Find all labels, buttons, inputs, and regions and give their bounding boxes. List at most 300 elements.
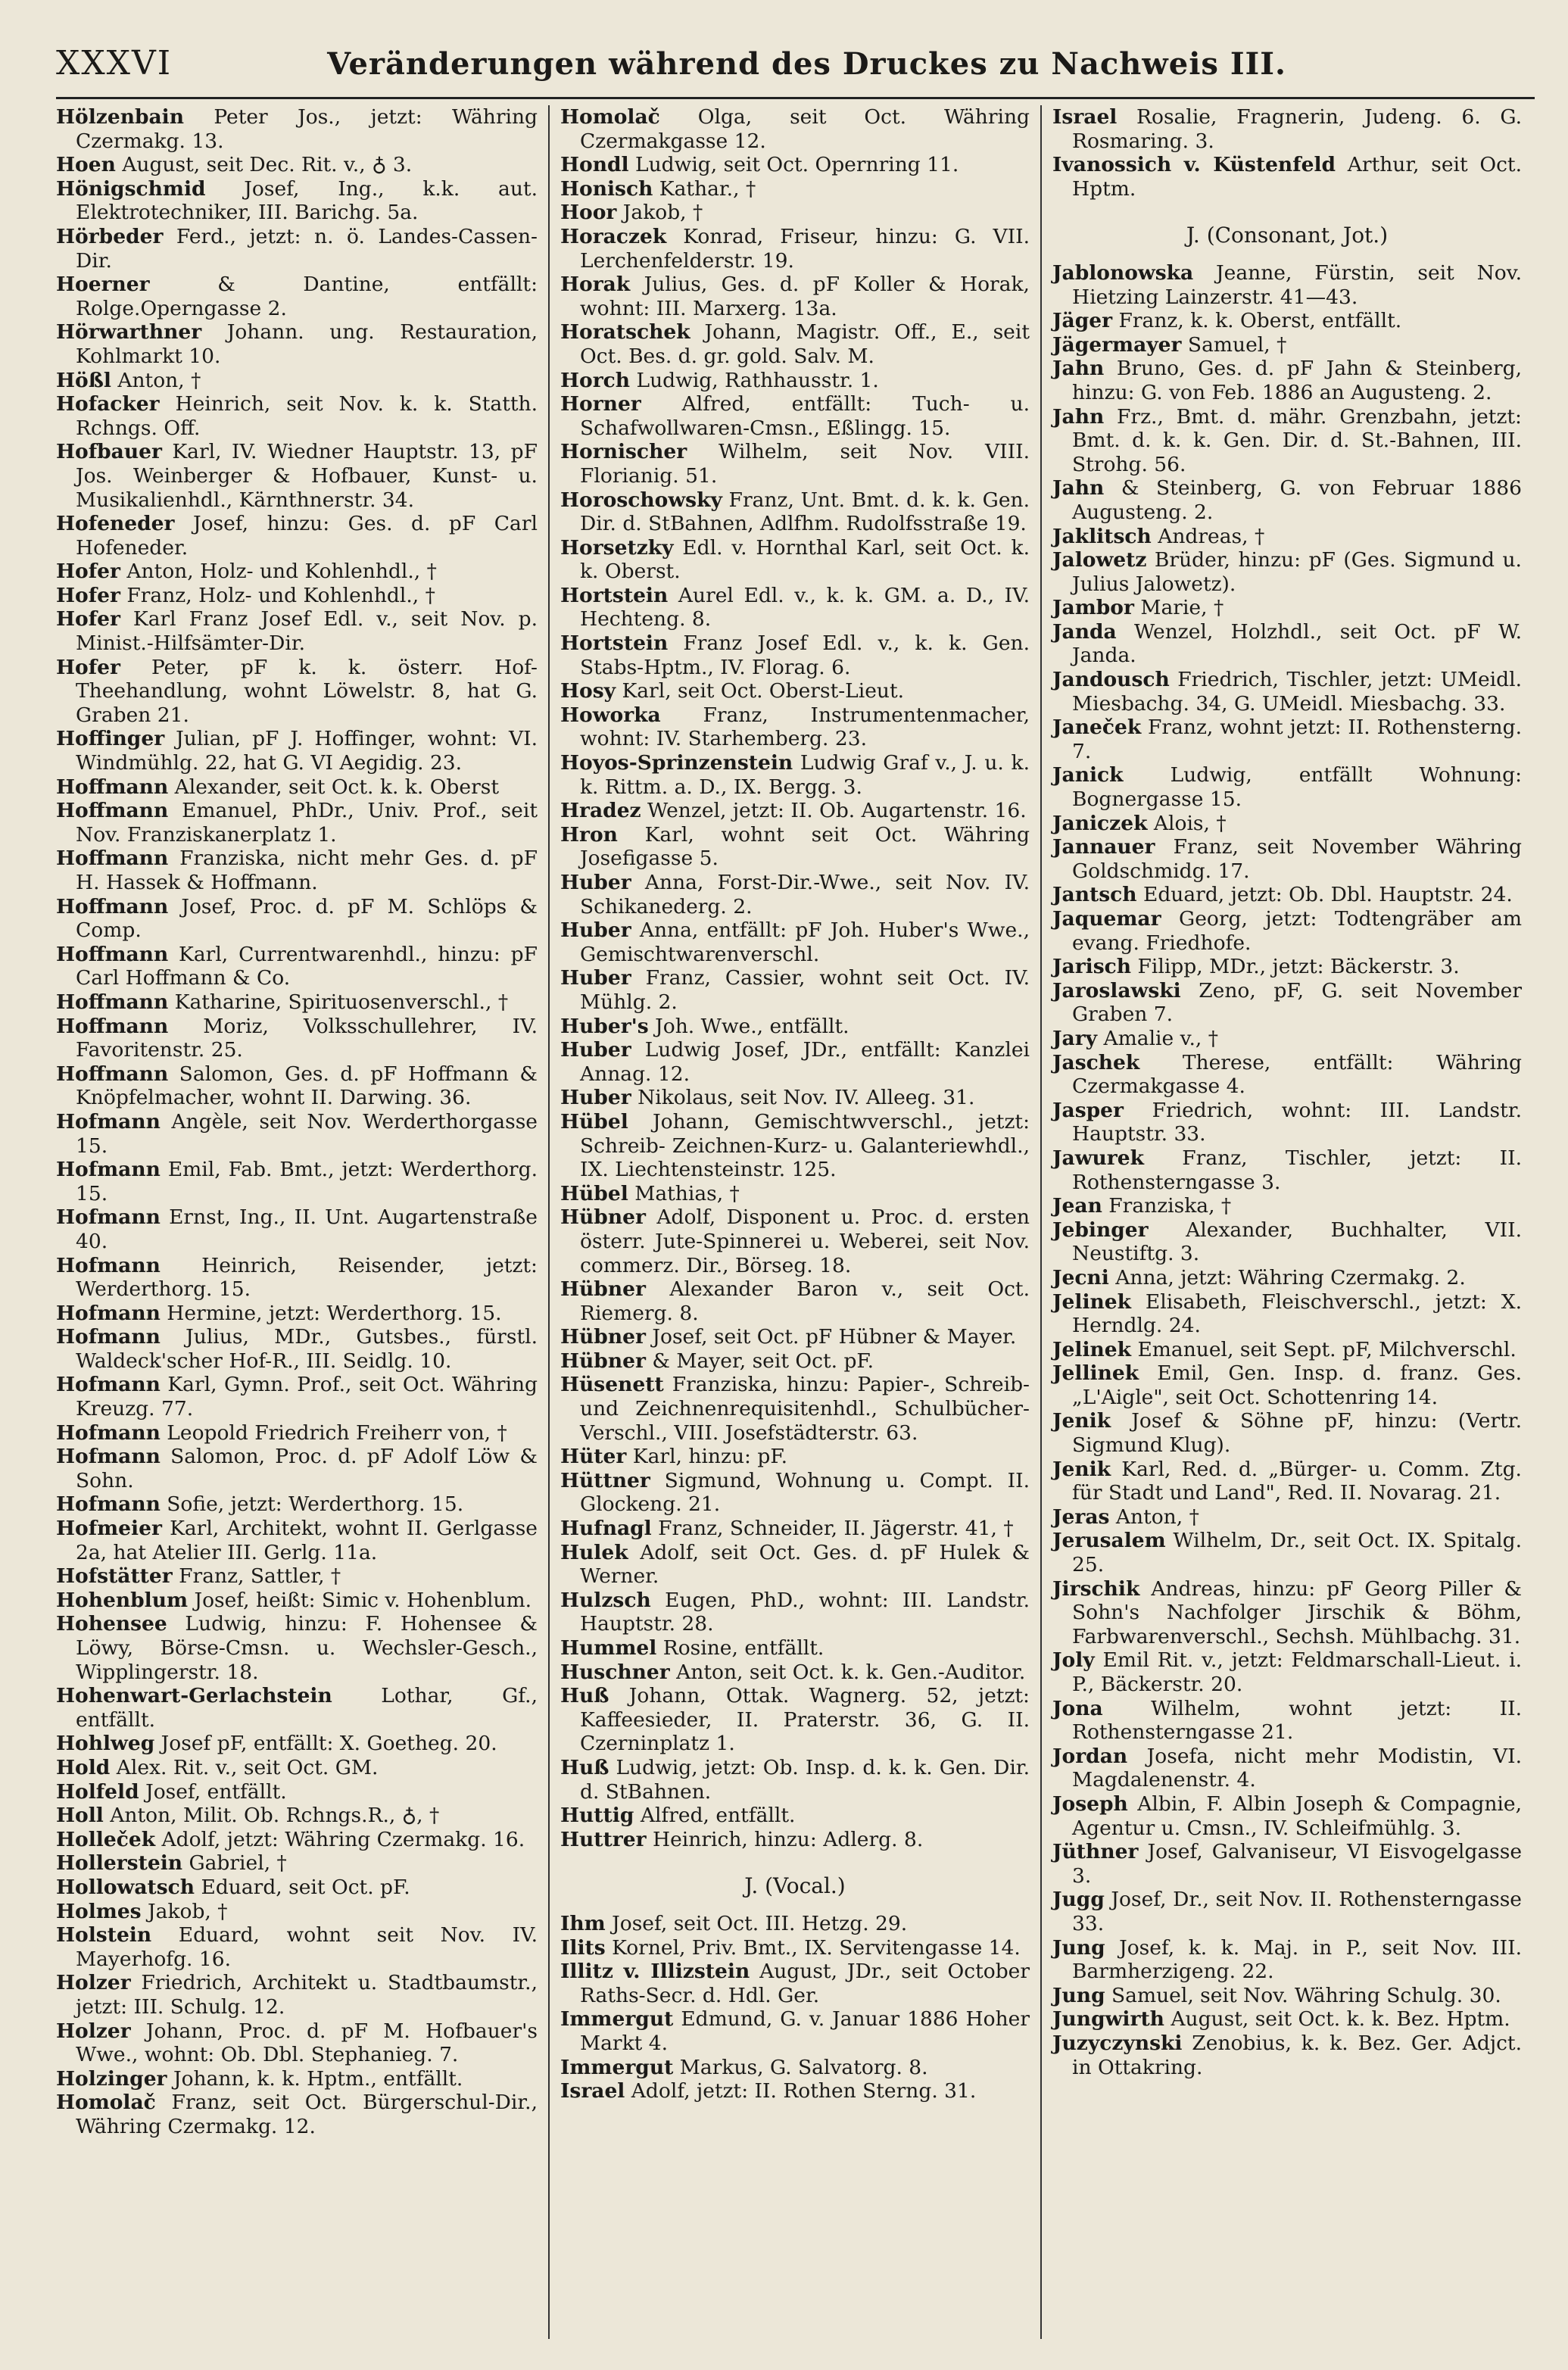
directory-entry (560, 392, 1030, 440)
entry-text: Franziska, hinzu: Papier-, Schreib- und Zeichnenrequisitenhdl., Schulbücher-Verschl., VIII. Josefstädterstr. 63. (580, 1373, 1030, 1445)
entry-name: Hohlweg (56, 1732, 155, 1756)
directory-entry (56, 607, 538, 655)
entry-name: Hondl (560, 153, 629, 177)
entry-text: Eduard, seit Oct. pF. (195, 1875, 410, 1899)
entry-text: Alex. Rit. v., seit Oct. GM. (110, 1755, 379, 1779)
entry-text: Josef, seit Oct. III. Hetzg. 29. (605, 1911, 908, 1935)
directory-entry (1052, 1218, 1522, 1266)
entry-name: Jambor (1052, 596, 1134, 620)
entry-text: Peter, pF k. k. österr. Hof-Theehandlung, wohnt Löwelstr. 8, hat G. Graben 21. (76, 655, 538, 727)
entry-text: August, JDr., seit October Raths-Secr. d. Hdl. Ger. (580, 1960, 1030, 2007)
entry-text: Karl, hinzu: pF. (626, 1445, 788, 1469)
entry-name: Jannauer (1052, 835, 1155, 859)
entry-name: Jeras (1052, 1505, 1110, 1529)
entry-text: Adolf, jetzt: II. Rothen Sterng. 31. (625, 2079, 977, 2103)
directory-entry (56, 440, 538, 512)
directory-entry (560, 1541, 1030, 1589)
entry-name: Janiczek (1052, 811, 1148, 835)
entry-name: Hofmann (56, 1325, 161, 1349)
directory-entry (1052, 1984, 1522, 2008)
entry-text: Frz., Bmt. d. mähr. Grenzbahn, jetzt: Bmt. d. k. k. Gen. Dir. d. St.-Bahnen, III. Strohg. 56. (1072, 404, 1522, 476)
entry-name: Jordan (1052, 1744, 1128, 1768)
directory-entry (56, 1612, 538, 1684)
directory-entry (56, 775, 538, 800)
directory-entry (56, 1110, 538, 1158)
directory-entry (56, 1780, 538, 1804)
entry-name: Honisch (560, 176, 653, 201)
directory-entry (560, 918, 1030, 966)
entry-text: Ludwig, hinzu: F. Hohensee & Löwy, Börse-Cmsn. u. Wechsler-Gesch., Wipplingerstr. 18. (76, 1612, 538, 1684)
entry-text: Ludwig Josef, JDr., entfällt: Kanzlei Annag. 12. (580, 1038, 1030, 1086)
directory-entry (560, 153, 1030, 177)
entry-name: Ivanossich v. Küstenfeld (1052, 153, 1336, 177)
entry-text: Anton, Holz- und Kohlenhdl., † (120, 560, 437, 584)
directory-entry (1052, 1792, 1522, 1840)
entry-text: Jakob, † (616, 201, 703, 225)
entry-name: Hoyos-Sprinzenstein (560, 751, 793, 775)
directory-entry (560, 1205, 1030, 1277)
entry-name: Hummel (560, 1636, 657, 1660)
directory-entry (560, 369, 1030, 393)
entry-text: Friedrich, Architekt u. Stadtbaumstr., jetzt: III. Schulg. 12. (76, 1971, 538, 2019)
directory-entry (1052, 405, 1522, 477)
entry-text: Franziska, nicht mehr Ges. d. pF H. Hassek & Hoffmann. (76, 847, 538, 894)
entry-name: Huber (560, 871, 631, 894)
directory-entry (56, 105, 538, 153)
entry-name: Jantsch (1052, 883, 1137, 907)
entry-name: Horak (560, 273, 631, 297)
entry-name: Immergut (560, 2007, 674, 2032)
entry-name: Huber (560, 1086, 631, 1110)
directory-entry (560, 584, 1030, 631)
entry-name: Jägermayer (1052, 332, 1182, 357)
directory-entry (56, 656, 538, 728)
directory-entry (1052, 2007, 1522, 2032)
directory-entry (1052, 1027, 1522, 1051)
directory-entry (1052, 1266, 1522, 1290)
entry-name: Hofmann (56, 1253, 161, 1277)
entry-name: Jecni (1052, 1265, 1109, 1289)
directory-entry (560, 631, 1030, 679)
directory-entry (1052, 1458, 1522, 1505)
entry-text: Julius, Ges. d. pF Koller & Horak, wohnt: III. Marxerg. 13a. (580, 273, 1030, 320)
directory-entry (560, 1086, 1030, 1110)
directory-entry (1052, 1529, 1522, 1576)
entry-text: Edmund, G. v. Januar 1886 Hoher Markt 4. (580, 2007, 1030, 2055)
entry-text: Elisabeth, Fleischverschl., jetzt: X. Herndlg. 24. (1072, 1289, 1522, 1338)
directory-entry (56, 799, 538, 847)
entry-text: August, seit Oct. k. k. Bez. Hptm. (1164, 2007, 1510, 2032)
directory-entry (56, 727, 538, 775)
entry-text: Franz, Schneider, II. Jägerstr. 41, † (651, 1517, 1014, 1541)
entry-text: Alfred, entfällt. (634, 1804, 796, 1828)
entry-name: Holstein (56, 1923, 152, 1947)
entry-name: Jelinek (1052, 1289, 1132, 1314)
entry-name: Jasper (1052, 1098, 1124, 1122)
entry-text: Lothar, Gf., entfällt. (76, 1684, 538, 1732)
entry-name: Jona (1052, 1696, 1103, 1720)
directory-entry (1052, 1697, 1522, 1745)
entry-name: Holzinger (56, 2066, 167, 2091)
entry-name: Hradez (560, 799, 641, 823)
entry-text: Franz, k. k. Oberst, entfällt. (1112, 309, 1402, 333)
directory-entry (1052, 763, 1522, 811)
entry-text: Josef, Galvaniseur, VI Eisvogelgasse 3. (1072, 1840, 1522, 1888)
directory-entry (560, 871, 1030, 918)
entry-text: Angèle, seit Nov. Werderthorgasse 15. (76, 1109, 538, 1158)
directory-entry (56, 320, 538, 368)
entry-text: Eduard, wohnt seit Nov. IV. Mayerhofg. 16. (76, 1923, 538, 1971)
directory-entry (56, 2091, 538, 2138)
entry-name: Jahn (1052, 404, 1105, 429)
directory-entry (56, 1445, 538, 1492)
entry-text: Emil, Gen. Insp. d. franz. Ges. „L'Aigle", seit Oct. Schottenring 14. (1072, 1361, 1522, 1409)
directory-entry (56, 847, 538, 894)
entry-name: Hönigschmid (56, 176, 206, 201)
entry-text: Emil Rit. v., jetzt: Feldmarschall-Lieut. i. P., Bäckerstr. 20. (1072, 1648, 1522, 1696)
entry-text: Josef, k. k. Maj. in P., seit Nov. III. Barmherzigeng. 22. (1072, 1935, 1522, 1984)
directory-entry (1052, 309, 1522, 333)
entry-text: Zeno, pF, G. seit November Graben 7. (1072, 978, 1522, 1027)
entry-name: Hofmann (56, 1445, 161, 1469)
entry-name: Hofeneder (56, 512, 175, 536)
entry-text: Sofie, jetzt: Werderthorg. 15. (160, 1492, 464, 1517)
entry-text: Josef, Proc. d. pF M. Schlöps & Comp. (76, 894, 538, 943)
entry-name: Hulzsch (560, 1588, 651, 1612)
directory-entry (1052, 1051, 1522, 1099)
directory-entry (56, 1732, 538, 1756)
entry-name: Horch (560, 368, 631, 392)
directory-entry (560, 488, 1030, 536)
directory-entry (1052, 620, 1522, 668)
entry-name: Hößl (56, 368, 111, 392)
entry-text: Franz, Sattler, † (172, 1564, 341, 1589)
entry-text: Julian, pF J. Hoffinger, wohnt: VI. Windmühlg. 22, hat G. VI Aegidig. 23. (76, 727, 538, 775)
directory-entry (560, 1756, 1030, 1804)
directory-entry (1052, 1361, 1522, 1409)
entry-name: Hofer (56, 560, 120, 584)
entry-text: Ludwig, jetzt: Ob. Insp. d. k. k. Gen. Dir. d. StBahnen. (580, 1755, 1030, 1804)
directory-entry (56, 1804, 538, 1828)
entry-text: Julius, MDr., Gutsbes., fürstl. Waldeck'scher Hof-R., III. Seidlg. 10. (76, 1325, 538, 1373)
directory-entry (56, 1325, 538, 1373)
directory-entry (560, 2056, 1030, 2080)
entry-name: Hörwarthner (56, 320, 202, 345)
directory-entry (560, 320, 1030, 368)
entry-name: Hofbauer (56, 440, 162, 464)
entry-name: Jaschek (1052, 1050, 1140, 1074)
directory-entry (56, 1828, 538, 1852)
entry-text: Eugen, PhD., wohnt: III. Landstr. Hauptstr. 28. (580, 1588, 1030, 1636)
entry-name: Homolač (56, 2091, 156, 2115)
directory-entry (560, 799, 1030, 823)
entry-text: Bruno, Ges. d. pF Jahn & Steinberg, hinzu: G. von Feb. 1886 an Augusteng. 2. (1072, 357, 1522, 404)
entry-name: Hollowatsch (56, 1875, 195, 1899)
entry-name: Homolač (560, 105, 660, 129)
entry-text: Ernst, Ing., II. Unt. Augartenstraße 40. (76, 1205, 538, 1253)
entry-name: Hortstein (560, 631, 669, 656)
entry-text: Georg, jetzt: Todtengräber am evang. Friedhofe. (1072, 907, 1522, 955)
entry-text: Karl, wohnt seit Oct. Währing Josefigasse 5. (580, 822, 1030, 871)
entry-name: Jäger (1052, 309, 1113, 333)
directory-entry (560, 1469, 1030, 1517)
directory-entry (56, 1421, 538, 1445)
entry-text: Ludwig, Rathhausstr. 1. (630, 368, 879, 392)
directory-entry (56, 369, 538, 393)
entry-text: Konrad, Friseur, hinzu: G. VII. Lerchenfelderstr. 19. (580, 224, 1030, 273)
directory-entry (56, 225, 538, 273)
directory-entry (1052, 835, 1522, 883)
entry-name: Hofmann (56, 1492, 161, 1517)
entry-name: Jablonowska (1052, 260, 1194, 285)
entry-text: Mathias, † (628, 1181, 740, 1205)
entry-text: Franz, Unt. Bmt. d. k. k. Gen. Dir. d. StBahnen, Adlfhm. Rudolfsstraße 19. (580, 488, 1030, 536)
directory-entry (56, 1205, 538, 1253)
section-heading: J. (Vocal.) (744, 1873, 846, 1899)
entry-text: Aurel Edl. v., k. k. GM. a. D., IV. Hechteng. 8. (580, 583, 1030, 631)
entry-text: Franz, seit Oct. Bürgerschul-Dir., Währing Czermakg. 12. (76, 2091, 538, 2138)
entry-name: Hohenblum (56, 1588, 189, 1612)
entry-name: Huschner (560, 1660, 670, 1684)
directory-entry (56, 1492, 538, 1517)
directory-entry (560, 966, 1030, 1014)
entry-text: Emil, Fab. Bmt., jetzt: Werderthorg. 15. (76, 1158, 538, 1205)
entry-name: Joly (1052, 1648, 1095, 1673)
entry-text: Josef pF, entfällt: X. Goetheg. 20. (154, 1732, 497, 1756)
directory-entry (1052, 1146, 1522, 1194)
entry-text: Adolf, jetzt: Währing Czermakg. 16. (155, 1827, 525, 1851)
directory-entry (560, 1828, 1030, 1852)
entry-text: Josefa, nicht mehr Modistin, VI. Magdalenenstr. 4. (1072, 1744, 1522, 1792)
entry-text: Wenzel, Holzhdl., seit Oct. pF W. Janda. (1072, 619, 1522, 668)
entry-name: Hufnagl (560, 1517, 652, 1541)
entry-text: & Dantine, entfällt: Rolge.Operngasse 2. (76, 273, 538, 320)
entry-text: Karl, seit Oct. Oberst-Lieut. (616, 679, 905, 703)
text-columns (56, 105, 1535, 2339)
entry-name: Holl (56, 1804, 104, 1828)
entry-text: Karl Franz Josef Edl. v., seit Nov. p. Minist.-Hilfsämter-Dir. (76, 607, 538, 656)
entry-name: Horatschek (560, 320, 690, 345)
entry-text: Alexander Baron v., seit Oct. Riemerg. 8. (580, 1277, 1030, 1325)
directory-entry (56, 1876, 538, 1900)
entry-name: Horner (560, 392, 641, 416)
entry-text: Nikolaus, seit Nov. IV. Alleeg. 31. (631, 1086, 975, 1110)
column-3 (1040, 105, 1532, 2339)
directory-entry (56, 1302, 538, 1326)
entry-name: Janeček (1052, 716, 1142, 740)
directory-entry (1052, 907, 1522, 955)
entry-text: Alexander, seit Oct. k. k. Oberst (168, 775, 499, 799)
entry-name: Horaczek (560, 224, 667, 248)
directory-entry (56, 1684, 538, 1732)
entry-text: Josef & Söhne pF, hinzu: (Vertr. Sigmund Klug). (1072, 1409, 1522, 1458)
entry-text: Anna, Forst-Dir.-Wwe., seit Nov. IV. Schikanederg. 2. (580, 871, 1030, 918)
directory-entry (560, 1912, 1030, 1936)
entry-name: Jirschik (1052, 1576, 1140, 1601)
entry-name: Hofer (56, 583, 120, 607)
entry-text: Johann, Proc. d. pF M. Hofbauer's Wwe., wohnt: Ob. Dbl. Stephanieg. 7. (76, 2019, 538, 2067)
entry-text: Joh. Wwe., entfällt. (648, 1014, 849, 1038)
column-2 (548, 105, 1040, 2339)
entry-text: Zenobius, k. k. Bez. Ger. Adjct. in Ottakring. (1072, 2031, 1522, 2079)
entry-text: Franz, Cassier, wohnt seit Oct. IV. Mühlg. 2. (580, 966, 1030, 1014)
entry-name: Jaquemar (1052, 907, 1161, 931)
directory-entry (1052, 1409, 1522, 1457)
entry-name: Juzyczynski (1052, 2031, 1183, 2055)
entry-text: Peter Jos., jetzt: Währing Czermakg. 13. (76, 105, 538, 153)
entry-name: Israel (560, 2079, 625, 2103)
directory-entry (1052, 525, 1522, 549)
entry-text: Rosine, entfällt. (656, 1636, 825, 1660)
entry-text: Franz, Tischler, jetzt: II. Rothensterngasse 3. (1072, 1146, 1522, 1194)
directory-entry (560, 1684, 1030, 1756)
entry-text: Franz, Instrumentenmacher, wohnt: IV. Starhemberg. 23. (580, 703, 1030, 751)
entry-name: Hoffmann (56, 1014, 169, 1038)
entry-text: Johann, Magistr. Off., E., seit Oct. Bes. d. gr. gold. Salv. M. (580, 320, 1030, 368)
entry-text: Gabriel, † (182, 1851, 287, 1876)
entry-text: Ferd., jetzt: n. ö. Landes-Cassen-Dir. (76, 224, 538, 273)
entry-text: Rosalie, Fragnerin, Judeng. 6. G. Rosmaring. 3. (1072, 105, 1522, 153)
directory-entry (1052, 1290, 1522, 1338)
entry-text: Franz, Holz- und Kohlenhdl., † (120, 583, 435, 607)
directory-entry (1052, 476, 1522, 524)
entry-text: Josef, Ing., k.k. aut. Elektrotechniker, III. Barichg. 5a. (76, 176, 538, 225)
entry-name: Jean (1052, 1194, 1102, 1218)
entry-name: Hoffmann (56, 775, 169, 799)
entry-name: Jalowetz (1052, 548, 1147, 572)
directory-entry (1052, 1840, 1522, 1888)
entry-name: Ihm (560, 1911, 606, 1935)
entry-name: Hüsenett (560, 1373, 664, 1397)
entry-text: Anton, Milit. Ob. Rchngs.R., ♁, † (103, 1804, 440, 1828)
directory-entry (1052, 1648, 1522, 1696)
entry-text: Andreas, † (1151, 524, 1265, 548)
entry-name: Hölzenbain (56, 105, 184, 129)
entry-name: Hornischer (560, 440, 687, 464)
entry-name: Hoffmann (56, 942, 169, 966)
entry-name: Hofer (56, 607, 120, 631)
page-header (56, 44, 1535, 99)
entry-name: Huttrer (560, 1827, 647, 1851)
entry-name: Hoffmann (56, 894, 169, 918)
directory-entry (56, 392, 538, 440)
entry-text: Josef, hinzu: Ges. d. pF Carl Hofeneder. (76, 512, 538, 560)
entry-text: Jeanne, Fürstin, seit Nov. Hietzing Lainzerstr. 41—43. (1072, 260, 1522, 309)
directory-entry (560, 1960, 1030, 2007)
entry-name: Hofmeier (56, 1517, 162, 1541)
entry-text: Samuel, † (1181, 332, 1287, 357)
entry-text: Kathar., † (653, 176, 756, 201)
entry-name: Hoerner (56, 273, 150, 297)
directory-entry (560, 1325, 1030, 1349)
directory-entry (56, 512, 538, 560)
entry-name: Hohensee (56, 1612, 167, 1636)
directory-entry (56, 1971, 538, 2019)
directory-entry (56, 153, 538, 177)
entry-name: Immergut (560, 2055, 674, 2079)
entry-name: Hofmann (56, 1301, 161, 1325)
directory-entry (560, 1349, 1030, 1374)
directory-entry (560, 751, 1030, 799)
entry-name: Hoen (56, 153, 116, 177)
entry-text: Anton, † (111, 368, 201, 392)
entry-text: Karl, Red. d. „Bürger- u. Comm. Ztg. für Stadt und Land", Red. II. Novarag. 21. (1072, 1457, 1522, 1505)
directory-entry (560, 679, 1030, 703)
entry-name: Huber (560, 1038, 631, 1062)
entry-name: Jelinek (1052, 1337, 1132, 1361)
entry-name: Huß (560, 1684, 609, 1708)
directory-entry (560, 823, 1030, 871)
entry-text: Adolf, Disponent u. Proc. d. ersten österr. Jute-Spinnerei u. Weberei, seit Nov. commerz. Dir., Börseg. 18. (580, 1205, 1030, 1277)
entry-name: Hosy (560, 679, 616, 703)
entry-name: Hoffmann (56, 799, 169, 823)
entry-name: Horsetzky (560, 535, 674, 560)
entry-name: Jung (1052, 1935, 1105, 1960)
entry-name: Jebinger (1052, 1218, 1149, 1242)
entry-name: Holleček (56, 1827, 156, 1851)
entry-name: Jaklitsch (1052, 524, 1152, 548)
entry-text: Samuel, seit Nov. Währing Schulg. 30. (1105, 1983, 1501, 2007)
entry-name: Horoschowsky (560, 488, 722, 512)
directory-entry (56, 1564, 538, 1589)
directory-entry (1052, 153, 1522, 201)
entry-name: Jenik (1052, 1409, 1111, 1433)
directory-entry (1052, 596, 1522, 620)
page-title: Veränderungen während des Druckes zu Nachweis III. (327, 46, 1286, 82)
directory-entry (1052, 2032, 1522, 2079)
entry-text: Josef, heißt: Simic v. Hohenblum. (188, 1588, 532, 1612)
entry-name: Huttig (560, 1804, 634, 1828)
directory-entry (560, 1661, 1030, 1685)
directory-entry (560, 1936, 1030, 1960)
entry-name: Jenik (1052, 1457, 1111, 1481)
directory-entry (56, 1756, 538, 1780)
entry-name: Hofacker (56, 392, 160, 416)
entry-text: Heinrich, Reisender, jetzt: Werderthorg. 15. (76, 1253, 538, 1302)
entry-text: Karl, Architekt, wohnt II. Gerlgasse 2a, hat Atelier III. Gerlg. 11a. (76, 1517, 538, 1564)
entry-name: Janick (1052, 763, 1124, 787)
entry-text: August, seit Dec. Rit. v., ♁ 3. (115, 153, 413, 177)
directory-entry (560, 1015, 1030, 1039)
entry-name: Israel (1052, 105, 1118, 129)
entry-text: Emanuel, seit Sept. pF, Milchverschl. (1131, 1337, 1517, 1361)
entry-name: Jarisch (1052, 955, 1132, 979)
entry-name: Jaroslawski (1052, 978, 1181, 1003)
entry-text: Franz Josef Edl. v., k. k. Gen. Stabs-Hptm., IV. Florag. 6. (580, 631, 1030, 679)
entry-name: Hübner (560, 1277, 646, 1302)
directory-entry (560, 1804, 1030, 1828)
directory-entry (56, 584, 538, 608)
directory-entry (560, 440, 1030, 488)
directory-entry (56, 1015, 538, 1062)
directory-entry (560, 1038, 1030, 1086)
directory-entry (560, 1589, 1030, 1636)
entry-text: Leopold Friedrich Freiherr von, † (160, 1420, 507, 1445)
entry-name: Hübner (560, 1325, 646, 1349)
directory-entry (1052, 1338, 1522, 1362)
entry-text: Franziska, † (1102, 1194, 1232, 1218)
entry-text: Ludwig, seit Oct. Opernring 11. (628, 153, 959, 177)
entry-name: Holzer (56, 2019, 131, 2043)
directory-entry (1052, 105, 1522, 153)
entry-text: Brüder, hinzu: pF (Ges. Sigmund u. Julius Jalowetz). (1072, 548, 1522, 596)
entry-text: & Mayer, seit Oct. pF. (645, 1349, 874, 1373)
directory-entry (56, 1517, 538, 1564)
entry-name: Janda (1052, 619, 1117, 644)
entry-text: Alfred, entfällt: Tuch- u. Schafwollwaren-Cmsn., Eßlingg. 15. (580, 392, 1030, 440)
entry-text: Moriz, Volksschullehrer, IV. Favoritenstr. 25. (76, 1014, 538, 1062)
entry-name: Hofmann (56, 1420, 161, 1445)
